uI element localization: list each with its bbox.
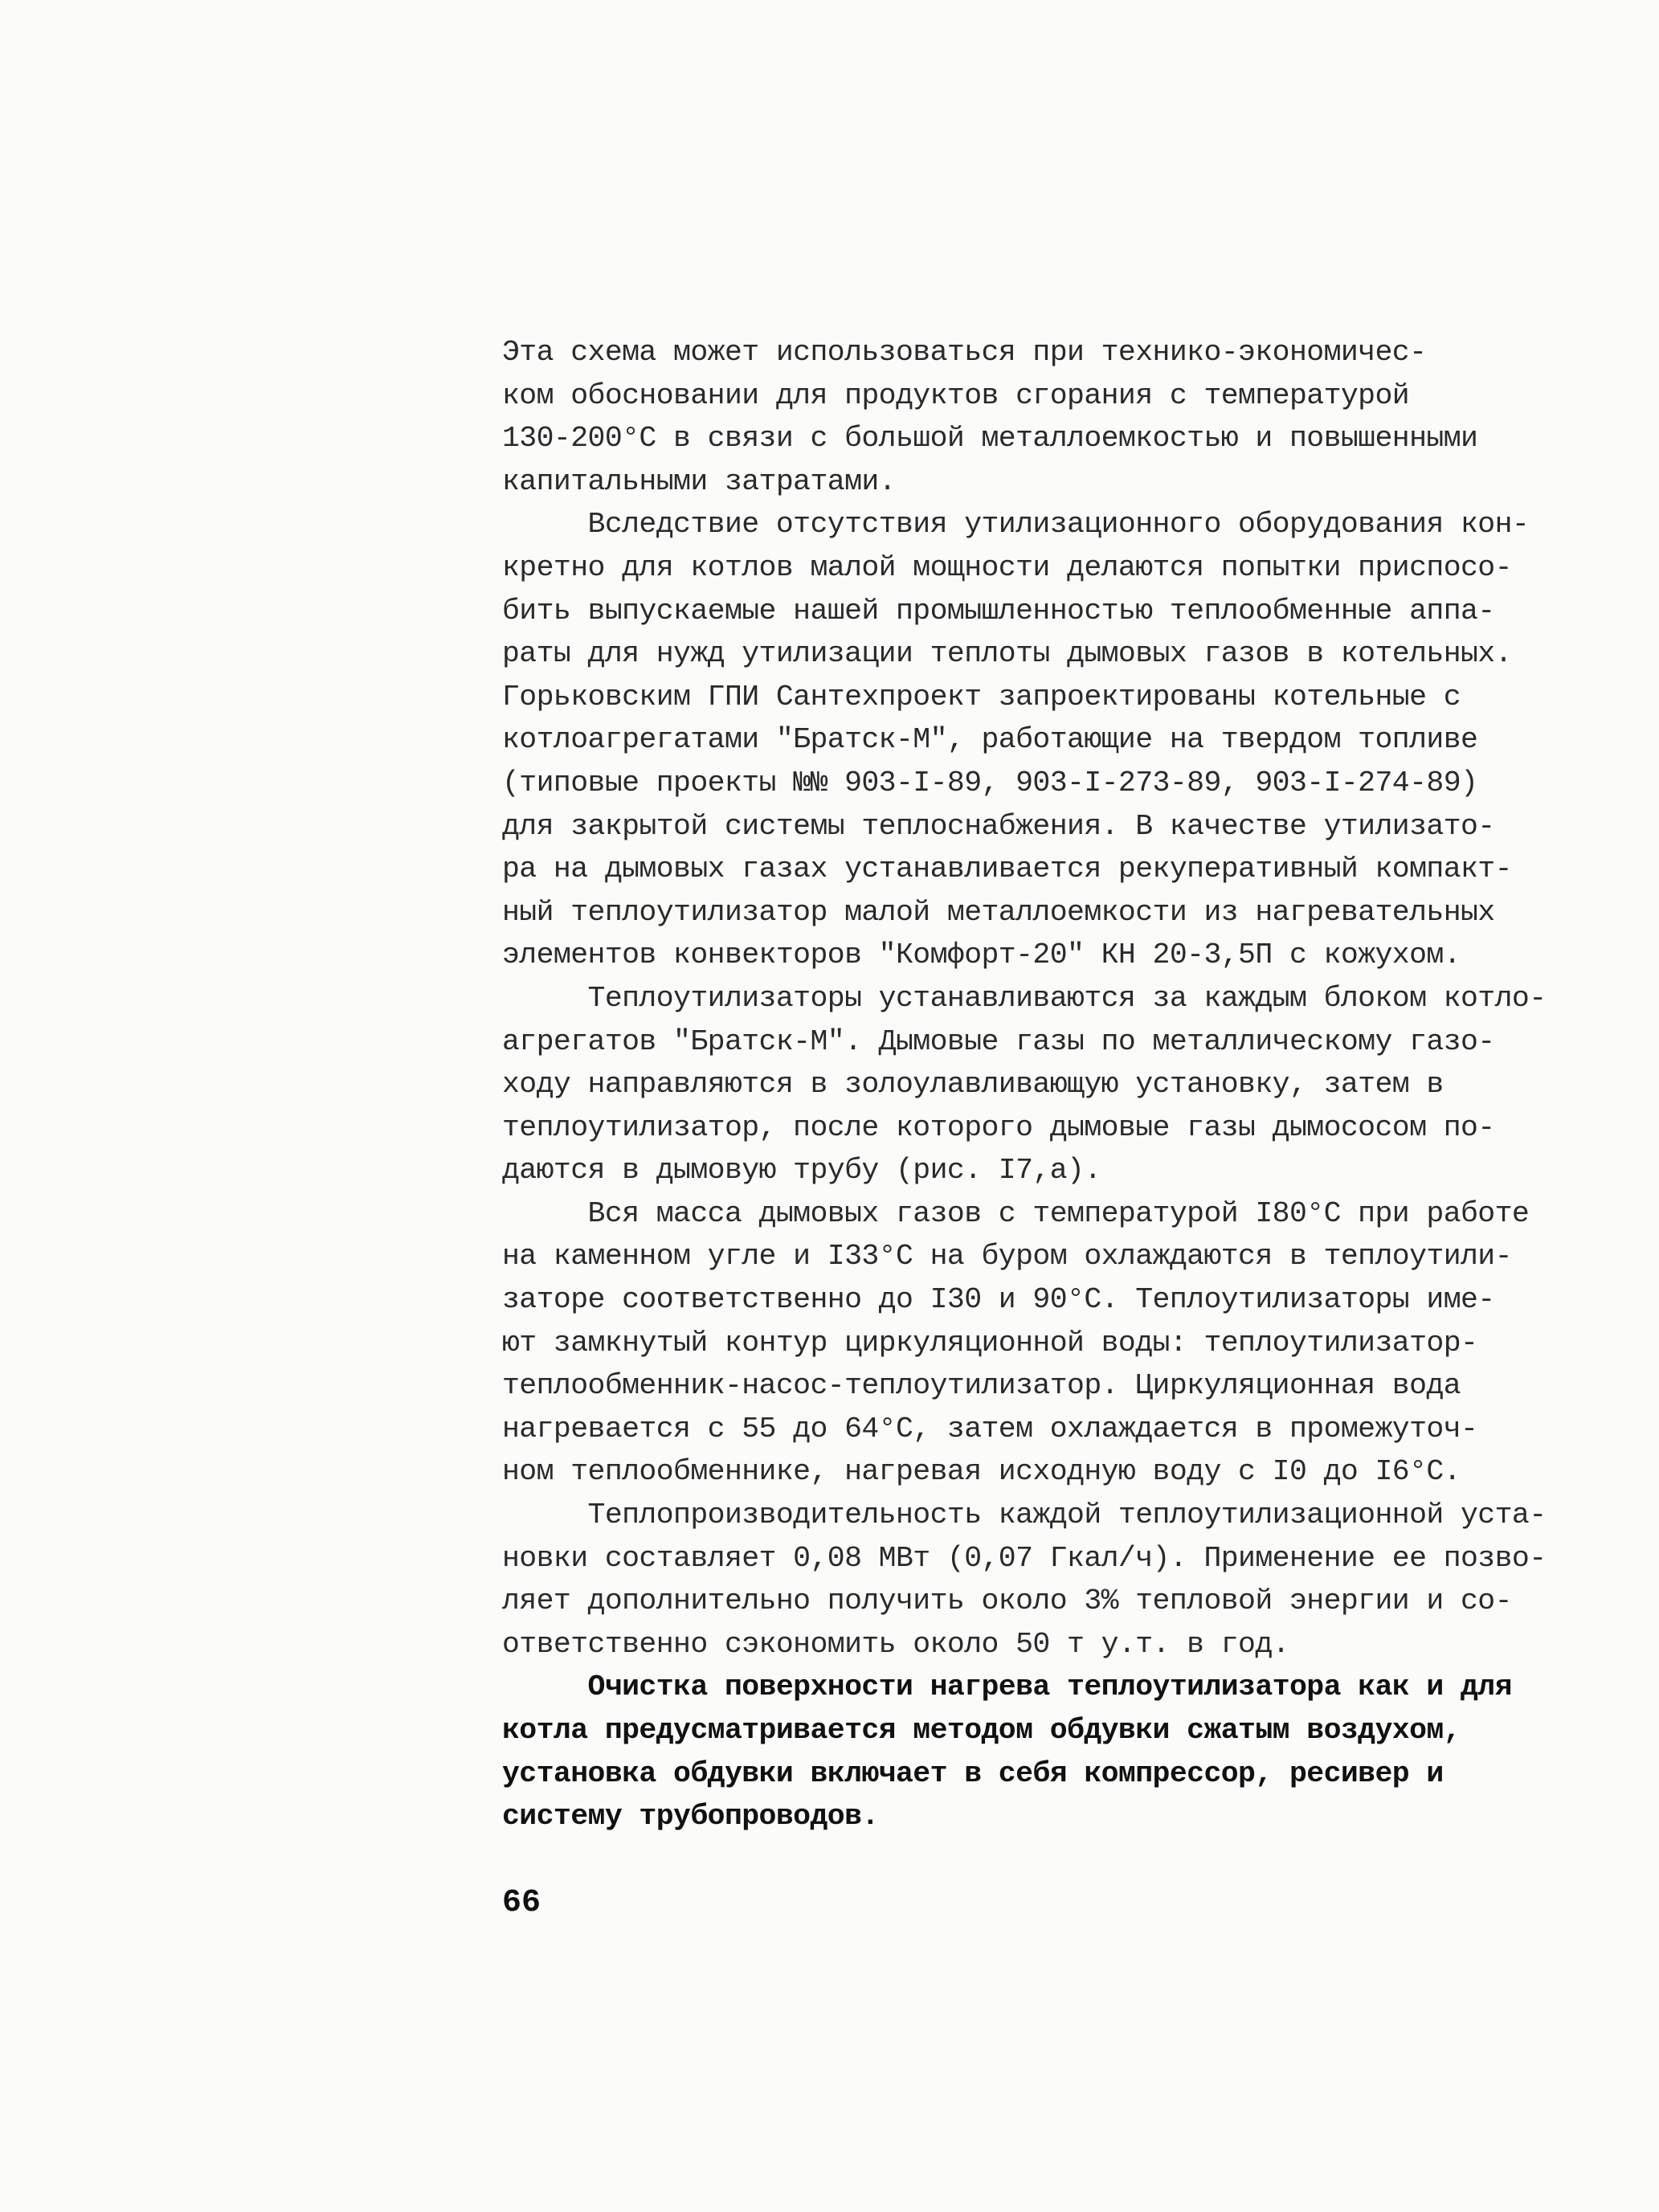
text-line: Горьковским ГПИ Сантехпроект запроектированы котельные с bbox=[502, 680, 1461, 713]
text-line: ходу направляются в золоулавливающую установку, затем в bbox=[502, 1068, 1444, 1102]
text-line: ком обосновании для продуктов сгорания с температурой bbox=[502, 378, 1410, 412]
text-line: капитальными затратами. bbox=[502, 464, 896, 498]
text-line: на каменном угле и I33°С на буром охлаждаются в теплоутили- bbox=[502, 1240, 1512, 1274]
text-line: новки составляет 0,08 МВт (0,07 Гкал/ч). Применение ее позво- bbox=[502, 1541, 1547, 1575]
text-line: даются в дымовую трубу (рис. I7,а). bbox=[502, 1154, 1101, 1188]
body-text bbox=[502, 331, 1563, 1838]
text-line: систему трубопроводов. bbox=[502, 1800, 879, 1834]
text-line: ном теплообменнике, нагревая исходную воду с I0 до I6°С. bbox=[502, 1455, 1461, 1489]
text-line: ра на дымовых газах устанавливается рекуперативный компакт- bbox=[502, 852, 1512, 886]
text-line: Вся масса дымовых газов с температурой I80°С при работе bbox=[502, 1196, 1530, 1230]
text-line: ответственно сэкономить около 50 т у.т. в год. bbox=[502, 1627, 1289, 1661]
paragraph-5 bbox=[502, 1494, 1563, 1666]
text-line: котлоагрегатами "Братск-М", работающие на твердом топливе bbox=[502, 723, 1478, 757]
text-line: кретно для котлов малой мощности делаются попытки приспосо- bbox=[502, 550, 1512, 584]
text-line: ют замкнутый контур циркуляционной воды: теплоутилизатор- bbox=[502, 1326, 1478, 1360]
text-line: котла предусматривается методом обдувки сжатым воздухом, bbox=[502, 1714, 1461, 1747]
text-line: бить выпускаемые нашей промышленностью теплообменные аппа- bbox=[502, 594, 1495, 628]
paragraph-1 bbox=[502, 331, 1563, 503]
text-line: раты для нужд утилизации теплоты дымовых газов в котельных. bbox=[502, 637, 1512, 671]
text-line: теплообменник-насос-теплоутилизатор. Циркуляционная вода bbox=[502, 1369, 1461, 1403]
text-line: Теплоутилизаторы устанавливаются за каждым блоком котло- bbox=[502, 981, 1547, 1015]
text-line: Очистка поверхности нагрева теплоутилизатора как и для bbox=[502, 1670, 1512, 1704]
text-line: Эта схема может использоваться при технико-экономичес- bbox=[502, 336, 1427, 369]
text-line: ляет дополнительно получить около 3% тепловой энергии и со- bbox=[502, 1584, 1512, 1618]
paragraph-3 bbox=[502, 977, 1563, 1192]
paragraph-2 bbox=[502, 503, 1563, 977]
text-line: агрегатов "Братск-М". Дымовые газы по металлическому газо- bbox=[502, 1024, 1495, 1058]
text-line: Вследствие отсутствия утилизационного оборудования кон- bbox=[502, 508, 1530, 542]
paragraph-6 bbox=[502, 1666, 1563, 1838]
text-line: ный теплоутилизатор малой металлоемкости из нагревательных bbox=[502, 895, 1495, 929]
text-line: установка обдувки включает в себя компрессор, ресивер и bbox=[502, 1756, 1444, 1790]
text-line: теплоутилизатор, после которого дымовые газы дымососом по- bbox=[502, 1110, 1495, 1144]
text-line: элементов конвекторов "Комфорт-20" КН 20-3,5П с кожухом. bbox=[502, 938, 1461, 972]
text-line: 130-200°С в связи с большой металлоемкостью и повышенными bbox=[502, 422, 1478, 456]
text-line: (типовые проекты №№ 903-I-89, 903-I-273-89, 903-I-274-89) bbox=[502, 766, 1478, 799]
text-line: нагревается с 55 до 64°С, затем охлаждается в промежуточ- bbox=[502, 1412, 1478, 1445]
paragraph-4 bbox=[502, 1192, 1563, 1494]
text-line: заторе соответственно до I30 и 90°С. Теплоутилизаторы име- bbox=[502, 1283, 1495, 1317]
page-number: 66 bbox=[502, 1885, 541, 1921]
text-line: Теплопроизводительность каждой теплоутилизационной уста- bbox=[502, 1499, 1547, 1532]
text-line: для закрытой системы теплоснабжения. В качестве утилизато- bbox=[502, 809, 1495, 843]
